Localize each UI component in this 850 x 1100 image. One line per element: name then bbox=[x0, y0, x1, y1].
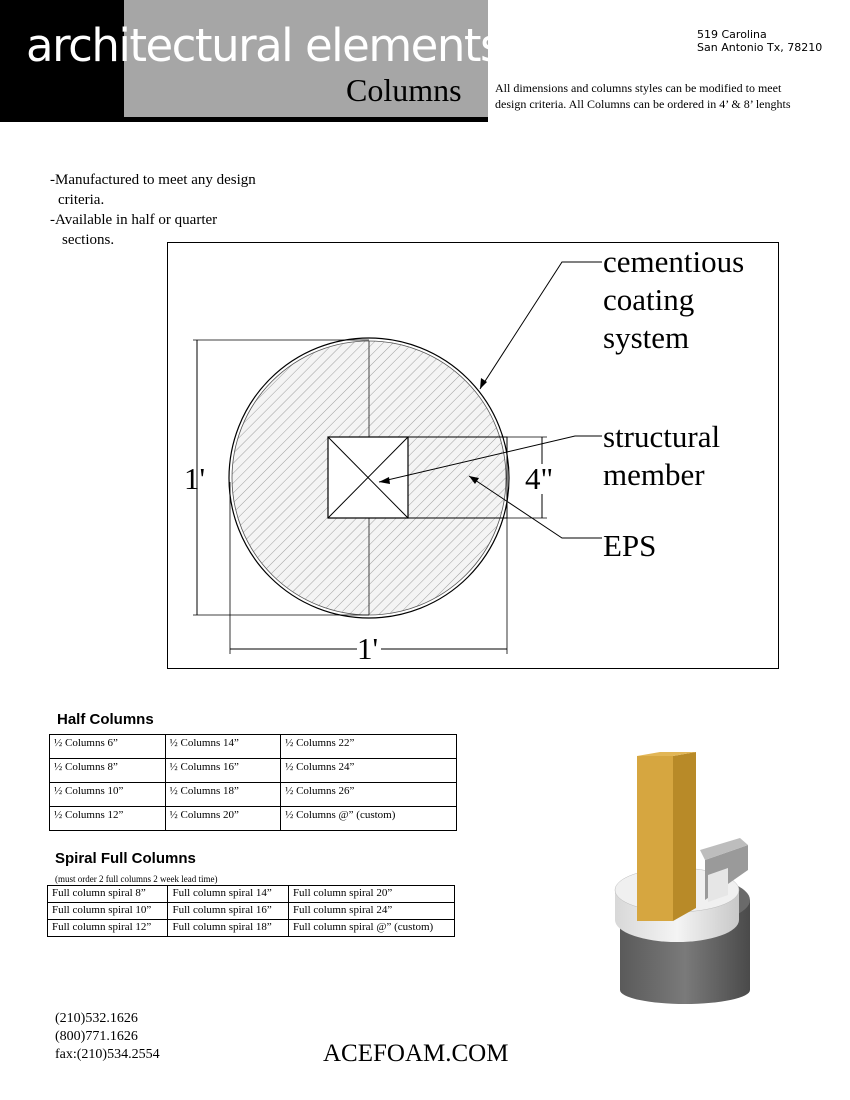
address-line-2: San Antonio Tx, 78210 bbox=[697, 41, 823, 54]
phone-number: (210)532.1626 bbox=[55, 1011, 138, 1026]
table-cell: Full column spiral 8” bbox=[48, 886, 168, 903]
feature-line: -Available in half or quarter bbox=[50, 212, 218, 228]
contact-block bbox=[55, 1010, 160, 1064]
label-coating: coating bbox=[603, 282, 695, 317]
table-cell: ½ Columns 14” bbox=[165, 735, 281, 759]
label-member: member bbox=[603, 457, 705, 492]
table-cell: Full column spiral 14” bbox=[168, 886, 288, 903]
half-columns-heading: Half Columns bbox=[57, 711, 154, 728]
table-cell: Full column spiral 12” bbox=[48, 920, 168, 937]
half-columns-table bbox=[49, 734, 457, 831]
feature-line: criteria. bbox=[58, 192, 105, 208]
table-cell: ½ Columns 26” bbox=[281, 783, 457, 807]
table-cell: Full column spiral 18” bbox=[168, 920, 288, 937]
feature-line: sections. bbox=[62, 232, 115, 248]
table-cell: ½ Columns 6” bbox=[50, 735, 166, 759]
spiral-columns-table bbox=[47, 885, 455, 937]
dimensions-note: All dimensions and columns styles can be modified to meet design criteria. All Columns can be ordered in 4’ & 8’ lenghts bbox=[495, 81, 791, 111]
table-cell: Full column spiral 24” bbox=[288, 903, 454, 920]
address bbox=[697, 28, 822, 54]
table-cell: Full column spiral @” (custom) bbox=[288, 920, 454, 937]
spiral-columns-heading: Spiral Full Columns bbox=[55, 850, 196, 867]
brand-title: architectural elements bbox=[26, 19, 502, 72]
table-row bbox=[50, 735, 457, 759]
feature-list bbox=[50, 170, 256, 250]
feature-line: -Manufactured to meet any design bbox=[50, 172, 256, 188]
table-row bbox=[50, 759, 457, 783]
phone-number: (800)771.1626 bbox=[55, 1029, 138, 1044]
table-cell: ½ Columns 16” bbox=[165, 759, 281, 783]
table-cell: ½ Columns 18” bbox=[165, 783, 281, 807]
table-row bbox=[50, 783, 457, 807]
table-row bbox=[48, 920, 455, 937]
table-cell: ½ Columns 12” bbox=[50, 807, 166, 831]
table-cell: ½ Columns @” (custom) bbox=[281, 807, 457, 831]
fax-number: fax:(210)534.2554 bbox=[55, 1047, 160, 1062]
website-link[interactable]: ACEFOAM.COM bbox=[323, 1040, 509, 1067]
label-eps: EPS bbox=[603, 528, 657, 563]
label-cementious: cementious bbox=[603, 244, 745, 279]
dimension-height: 1' bbox=[184, 461, 206, 496]
table-cell: ½ Columns 8” bbox=[50, 759, 166, 783]
table-cell: Full column spiral 10” bbox=[48, 903, 168, 920]
table-cell: ½ Columns 20” bbox=[165, 807, 281, 831]
spiral-order-note: (must order 2 full columns 2 week lead time) bbox=[55, 874, 218, 884]
table-cell: ½ Columns 22” bbox=[281, 735, 457, 759]
column-3d-illustration bbox=[600, 750, 760, 1010]
label-system: system bbox=[603, 320, 690, 355]
address-line-1: 519 Carolina bbox=[697, 28, 767, 41]
table-cell: Full column spiral 16” bbox=[168, 903, 288, 920]
dimension-width: 1' bbox=[357, 631, 379, 666]
label-structural: structural bbox=[603, 419, 721, 454]
page-subtitle: Columns bbox=[346, 72, 462, 108]
dimension-member: 4" bbox=[525, 461, 554, 496]
table-row bbox=[50, 807, 457, 831]
table-row bbox=[48, 886, 455, 903]
table-row bbox=[48, 903, 455, 920]
table-cell: ½ Columns 10” bbox=[50, 783, 166, 807]
table-cell: ½ Columns 24” bbox=[281, 759, 457, 783]
table-cell: Full column spiral 20” bbox=[288, 886, 454, 903]
header-underline bbox=[124, 117, 488, 122]
